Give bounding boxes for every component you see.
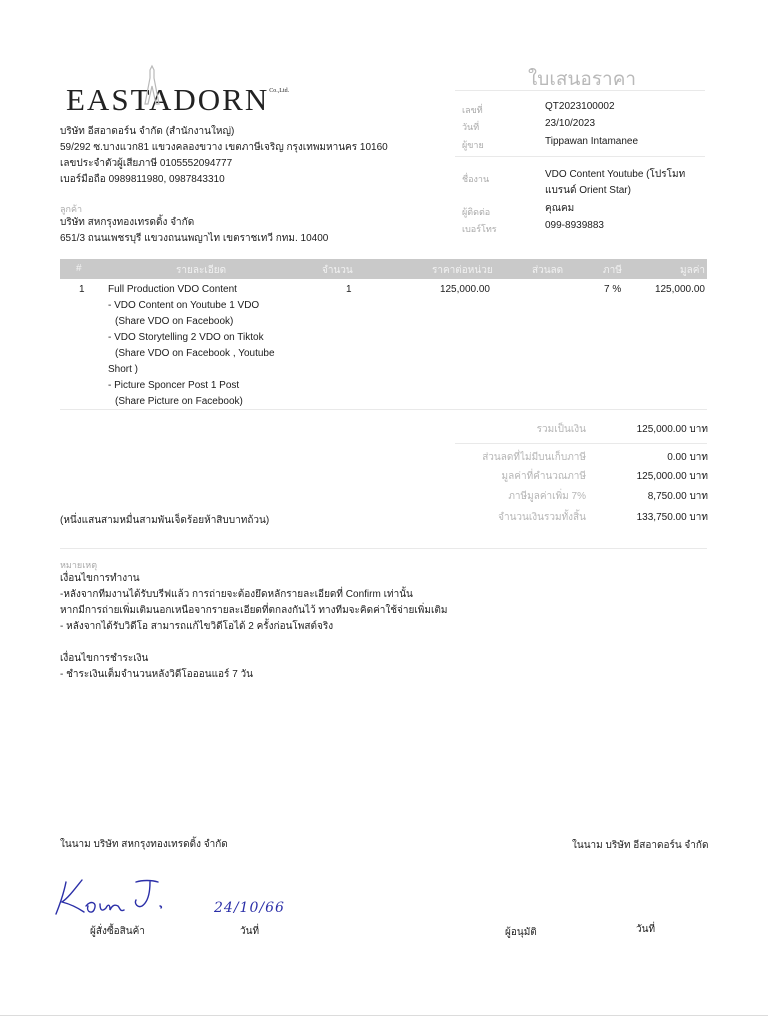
summary-value-discount: 0.00 บาท (667, 452, 708, 463)
row-desc-line: Full Production VDO Content (108, 284, 237, 295)
work-condition-line: -หลังจากทีมงานได้รับบรีฟแล้ว การถ่ายจะต้องยึดหลักรายละเอียดที่ Confirm เท่านั้น (60, 589, 413, 600)
seller-phone: เบอร์มือถือ 0989811980, 0987843310 (60, 174, 225, 185)
title-divider (455, 90, 705, 91)
row-quantity: 1 (346, 284, 352, 295)
meta-value-contact: คุณคม (545, 203, 575, 214)
approver-signature-label: ผู้อนุมัติ (505, 927, 537, 938)
customer-label: ลูกค้า (60, 204, 83, 214)
approver-date-label: วันที่ (636, 924, 656, 935)
row-no: 1 (79, 284, 85, 295)
meta-value-number: QT2023100002 (545, 101, 615, 112)
row-tax: 7 % (604, 284, 622, 295)
meta-value-phone: 099-8939883 (545, 220, 604, 231)
summary-label-subtotal: รวมเป็นเงิน (536, 424, 586, 435)
row-desc-line: (Share VDO on Facebook , Youtube (115, 348, 275, 359)
header-quantity: จำนวน (322, 265, 353, 276)
company-logo (66, 82, 289, 118)
summary-value-vat: 8,750.00 บาท (647, 491, 708, 502)
table-bottom-divider (60, 409, 707, 410)
summary-label-discount: ส่วนลดที่ไม่มีบนเก็บภาษี (482, 452, 586, 463)
amount-in-words: (หนึ่งแสนสามหมื่นสามพันเจ็ดร้อยห้าสิบบาทถ้วน) (60, 515, 270, 526)
row-desc-line: (Share Picture on Facebook) (115, 396, 243, 407)
logo-tower-icon (137, 64, 167, 112)
row-desc-line: - Picture Sponcer Post 1 Post (108, 380, 240, 391)
seller-info (60, 124, 388, 188)
meta-label-contact: ผู้ติดต่อ (462, 207, 491, 217)
row-amount: 125,000.00 (654, 284, 705, 295)
header-discount: ส่วนลด (532, 265, 564, 276)
row-desc-line: - VDO Content on Youtube 1 VDO (108, 300, 260, 311)
customer-address: 651/3 ถนนเพชรบุรี แขวงถนนพญาไท เขตราชเทวี กทม. 10400 (60, 233, 329, 244)
meta-value-date: 23/10/2023 (545, 118, 596, 129)
summary-value-subtotal: 125,000.00 บาท (636, 424, 708, 435)
header-no: # (76, 263, 82, 274)
items-table-header (60, 259, 707, 279)
seller-tax-id: เลขประจำตัวผู้เสียภาษี 0105552094777 (60, 158, 233, 169)
work-condition-line: - หลังจากได้รับวิดีโอ สามารถแก้ไขวิดีโอได้ 2 ครั้งก่อนโพสต์จริง (60, 621, 334, 632)
logo-wordmark: EASTADORN (66, 82, 270, 117)
buyer-organization: ในนาม บริษัท สหกรุงทองเทรดดิ้ง จำกัด (60, 839, 228, 850)
notes-label: หมายเหตุ (60, 560, 98, 570)
meta-value-project: VDO Content Youtube (โปรโมท (545, 169, 686, 180)
work-condition-line: หากมีการถ่ายเพิ่มเติมนอกเหนือจากรายละเอียดที่ตกลงกันไว้ ทางทีมจะคิดค่าใช้จ่ายเพิ่มเติม (60, 605, 448, 616)
row-unit-price: 125,000.00 (439, 284, 490, 295)
header-unit-price: ราคาต่อหน่วย (432, 265, 493, 276)
meta-label-project: ชื่องาน (462, 174, 490, 184)
summary-label-vat: ภาษีมูลค่าเพิ่ม 7% (508, 491, 586, 502)
header-tax: ภาษี (603, 265, 622, 276)
buyer-signature-label: ผู้สั่งซื้อสินค้า (90, 926, 145, 937)
meta-label-salesperson: ผู้ขาย (462, 140, 484, 150)
row-desc-line: (Share VDO on Facebook) (115, 316, 234, 327)
row-desc-line: - VDO Storytelling 2 VDO on Tiktok (108, 332, 264, 343)
meta-label-number: เลขที่ (462, 105, 483, 115)
seller-name: บริษัท อีสอาดอร์น จำกัด (สำนักงานใหญ่) (60, 126, 235, 137)
seller-organization: ในนาม บริษัท อีสอาดอร์น จำกัด (572, 840, 709, 851)
customer-name: บริษัท สหกรุงทองเทรดดิ้ง จำกัด (60, 217, 195, 228)
summary-value-taxable: 125,000.00 บาท (636, 471, 708, 482)
work-conditions-title: เงื่อนไขการทำงาน (60, 573, 140, 584)
logo-suffix: Co.,Ltd. (269, 88, 290, 94)
header-amount: มูลค่า (680, 265, 706, 276)
summary-divider (455, 443, 707, 444)
header-description: รายละเอียด (176, 265, 227, 276)
notes-divider (60, 548, 707, 549)
meta-label-phone: เบอร์โทร (462, 224, 497, 234)
buyer-signature (52, 876, 172, 922)
summary-label-total: จำนวนเงินรวมทั้งสิ้น (498, 512, 586, 523)
footer-divider (0, 1015, 768, 1016)
document-title: ใบเสนอราคา (528, 69, 637, 90)
row-description (108, 282, 328, 410)
payment-condition-line: - ชำระเงินเต็มจำนวนหลังวิดีโอออนแอร์ 7 วัน (60, 669, 253, 680)
meta-divider (455, 156, 705, 157)
notes-section (60, 571, 448, 683)
row-desc-line: Short ) (108, 364, 139, 375)
meta-value-salesperson: Tippawan Intamanee (545, 136, 639, 147)
payment-conditions-title: เงื่อนไขการชำระเงิน (60, 653, 149, 664)
meta-value-project-line2: แบรนด์ Orient Star) (545, 185, 631, 196)
meta-label-date: วันที่ (462, 122, 480, 132)
buyer-date-label: วันที่ (240, 926, 260, 937)
summary-value-total: 133,750.00 บาท (636, 512, 708, 523)
seller-address: 59/292 ซ.บางแวก81 แขวงคลองขวาง เขตภาษีเจริญ กรุงเทพมหานคร 10160 (60, 142, 388, 153)
summary-label-taxable: มูลค่าที่คำนวณภาษี (501, 471, 586, 482)
handwritten-date: 24/10/66 (214, 900, 285, 916)
